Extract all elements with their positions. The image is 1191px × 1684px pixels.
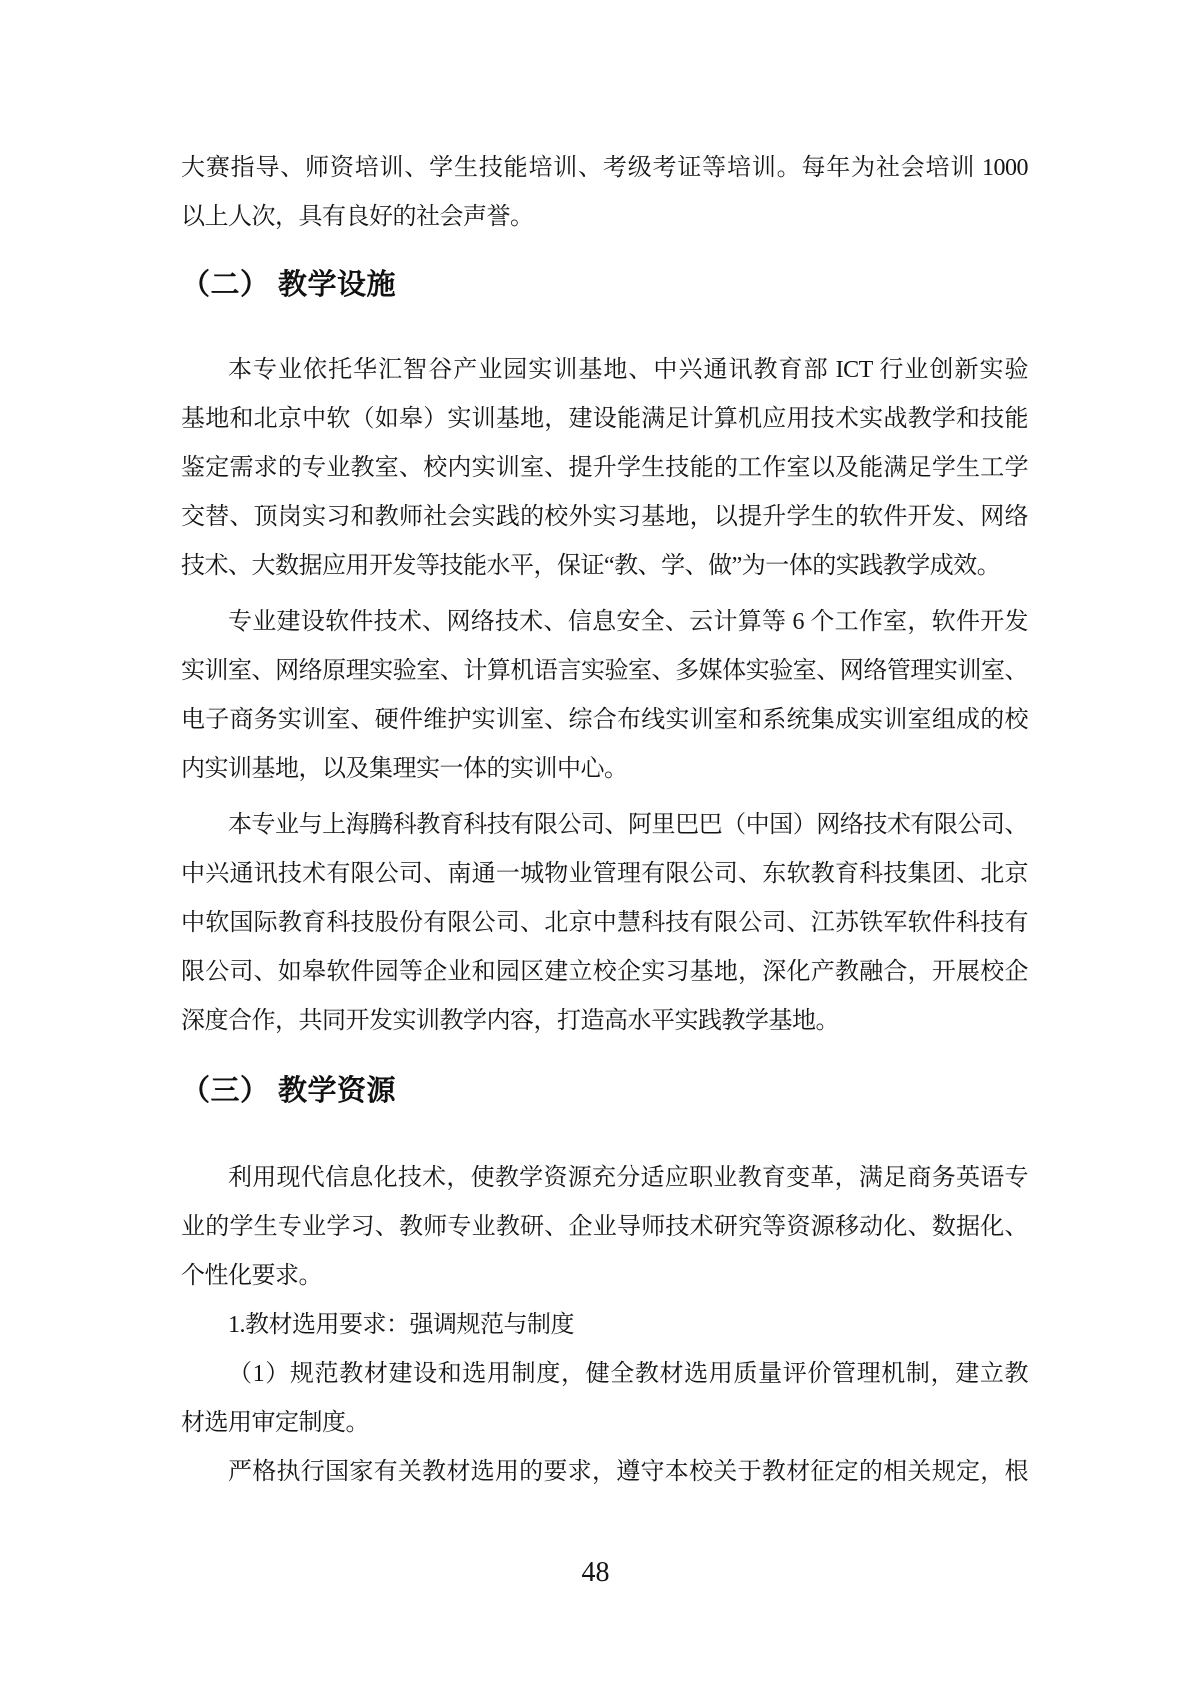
paragraph-continuation	[181, 144, 1028, 242]
text-line: 专业建设软件技术、网络技术、信息安全、云计算等 6 个工作室，软件开发	[228, 609, 1028, 635]
paragraph	[181, 346, 1028, 591]
text-line: 技术、大数据应用开发等技能水平，保证“教、学、做”为一体的实践教学成效。	[181, 553, 1001, 579]
text-line: 交替、顶岗实习和教师社会实践的校外实习基地，以提升学生的软件开发、网络	[181, 504, 1028, 530]
text-line: 中软国际教育科技股份有限公司、北京中慧科技有限公司、江苏铁军软件科技有	[181, 910, 1028, 936]
section-heading-teaching-facilities: （二） 教学设施	[181, 269, 397, 301]
text-line: （1）规范教材建设和选用制度，健全教材选用质量评价管理机制，建立教	[228, 1361, 1028, 1387]
paragraph	[181, 801, 1028, 1046]
section-heading-teaching-resources: （三） 教学资源	[181, 1075, 397, 1107]
text-line: 限公司、如皋软件园等企业和园区建立校企实习基地，深化产教融合，开展校企	[181, 959, 1028, 985]
paragraph	[181, 1154, 1028, 1301]
paragraph	[181, 598, 1028, 794]
list-item-textbook-selection	[181, 1301, 1028, 1350]
text-line: 深度合作，共同开发实训教学内容，打造高水平实践教学基地。	[181, 1008, 839, 1034]
text-line: 鉴定需求的专业教室、校内实训室、提升学生技能的工作室以及能满足学生工学	[181, 455, 1028, 481]
document-content	[181, 144, 1028, 1497]
text-line: 业的学生专业学习、教师专业教研、企业导师技术研究等资源移动化、数据化、	[181, 1214, 1028, 1240]
text-line: 本专业依托华汇智谷产业园实训基地、中兴通讯教育部 ICT 行业创新实验	[228, 357, 1028, 383]
text-line: 利用现代信息化技术，使教学资源充分适应职业教育变革，满足商务英语专	[228, 1165, 1028, 1191]
text-line: 实训室、网络原理实验室、计算机语言实验室、多媒体实验室、网络管理实训室、	[181, 658, 1028, 684]
text-line: 1.教材选用要求：强调规范与制度	[228, 1312, 574, 1338]
text-line: 严格执行国家有关教材选用的要求，遵守本校关于教材征定的相关规定，根	[228, 1459, 1028, 1485]
paragraph	[181, 1350, 1028, 1448]
text-line: 本专业与上海腾科教育科技有限公司、阿里巴巴（中国）网络技术有限公司、	[228, 812, 1028, 838]
text-line: 材选用审定制度。	[181, 1410, 369, 1436]
text-line: 基地和北京中软（如皋）实训基地，建设能满足计算机应用技术实战教学和技能	[181, 406, 1028, 432]
text-line: 电子商务实训室、硬件维护实训室、综合布线实训室和系统集成实训室组成的校	[181, 707, 1028, 733]
text-line: 个性化要求。	[181, 1263, 322, 1289]
page-number: 48	[581, 1557, 610, 1588]
text-line: 中兴通讯技术有限公司、南通一城物业管理有限公司、东软教育科技集团、北京	[181, 861, 1028, 887]
text-line: 大赛指导、师资培训、学生技能培训、考级考证等培训。每年为社会培训 1000	[181, 155, 1028, 181]
paragraph	[181, 1448, 1028, 1497]
text-line: 以上人次，具有良好的社会声誉。	[181, 204, 534, 230]
text-line: 内实训基地，以及集理实一体的实训中心。	[181, 756, 628, 782]
